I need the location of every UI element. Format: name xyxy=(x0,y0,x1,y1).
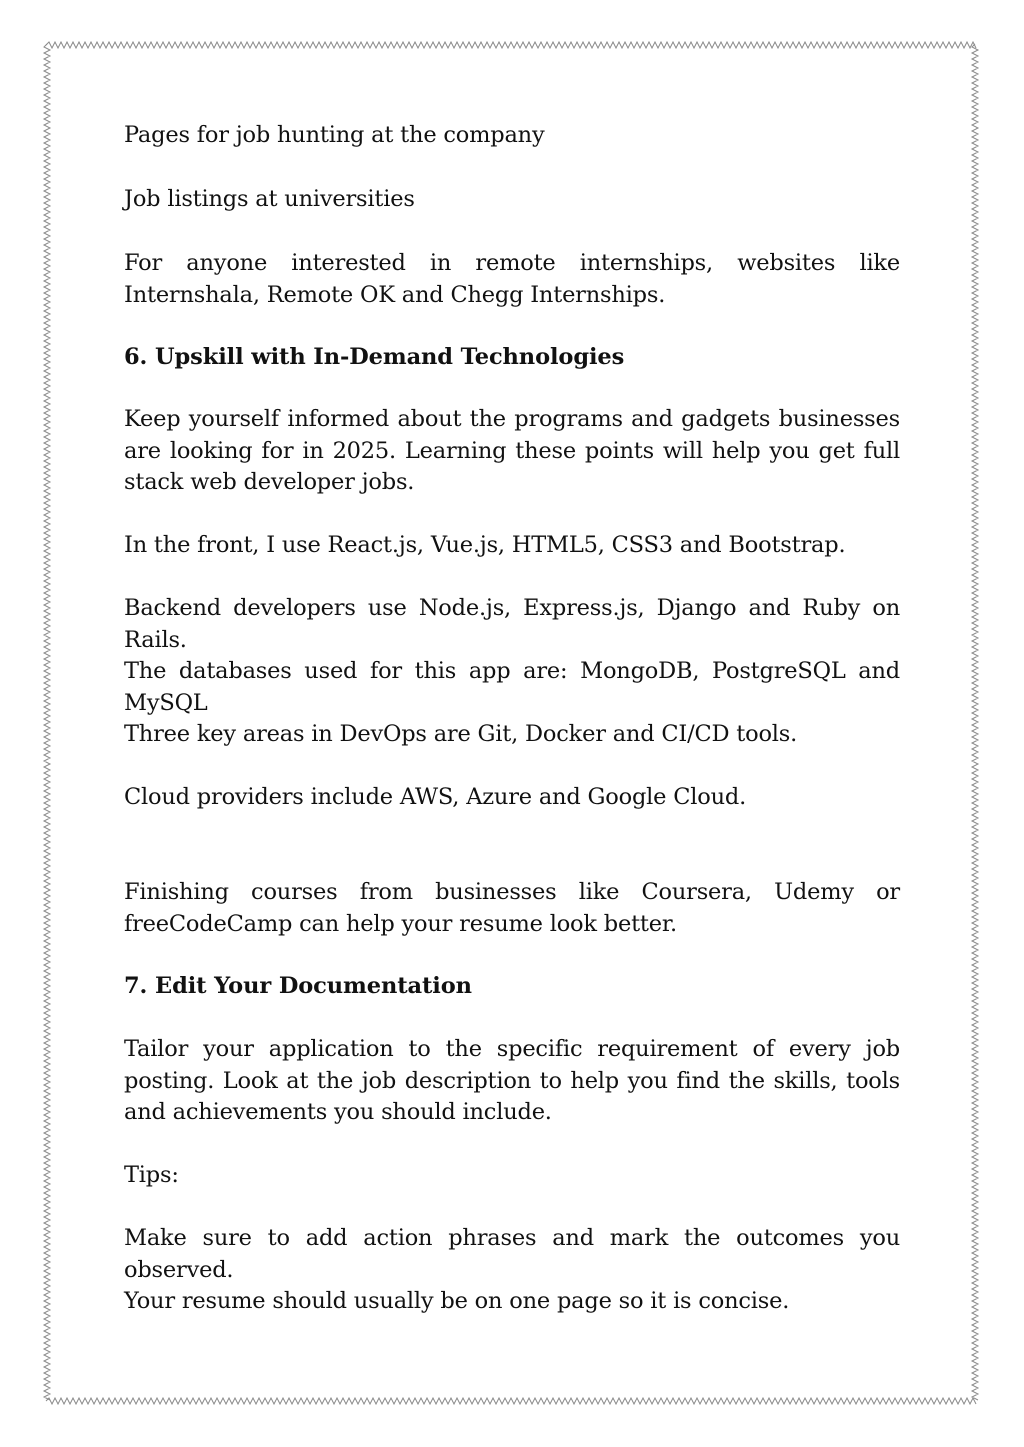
paragraph-frontend: In the front, I use React.js, Vue.js, HTML5, CSS3 and Bootstrap. xyxy=(124,532,846,558)
paragraph-one-page: Your resume should usually be on one page so it is concise. xyxy=(124,1288,790,1314)
paragraph-courses: Finishing courses from businesses like Coursera, Udemy or freeCodeCamp can help your resume look better. xyxy=(124,879,900,937)
paragraph-backend: Backend developers use Node.js, Express.js, Django and Ruby on Rails. xyxy=(124,595,900,653)
border-left xyxy=(44,44,50,1400)
border-top xyxy=(46,42,976,48)
paragraph-databases: The databases used for this app are: MongoDB, PostgreSQL and MySQL xyxy=(124,658,900,716)
section-heading-upskill: 6. Upskill with In-Demand Technologies xyxy=(124,344,625,370)
paragraph-tips-label: Tips: xyxy=(124,1162,179,1188)
section-heading-documentation: 7. Edit Your Documentation xyxy=(124,973,472,999)
paragraph-action-phrases: Make sure to add action phrases and mark the outcomes you observed. xyxy=(124,1225,900,1283)
paragraph-remote-internships: For anyone interested in remote internships, websites like Internshala, Remote OK and Chegg Internships. xyxy=(124,250,900,308)
paragraph-university-listings: Job listings at universities xyxy=(124,186,415,212)
paragraph-tailor-application: Tailor your application to the specific requirement of every job posting. Look at the job description to help you find the skills, tools and achievements you should include. xyxy=(124,1036,900,1125)
paragraph-cloud: Cloud providers include AWS, Azure and Google Cloud. xyxy=(124,784,747,810)
paragraph-devops: Three key areas in DevOps are Git, Docker and CI/CD tools. xyxy=(124,721,798,747)
border-bottom xyxy=(46,1398,976,1404)
paragraph-keep-informed: Keep yourself informed about the programs and gadgets businesses are looking for in 2025. Learning these points will help you get full stack web developer jobs. xyxy=(124,406,900,495)
border-right xyxy=(972,44,978,1400)
paragraph-company-pages: Pages for job hunting at the company xyxy=(124,122,545,148)
